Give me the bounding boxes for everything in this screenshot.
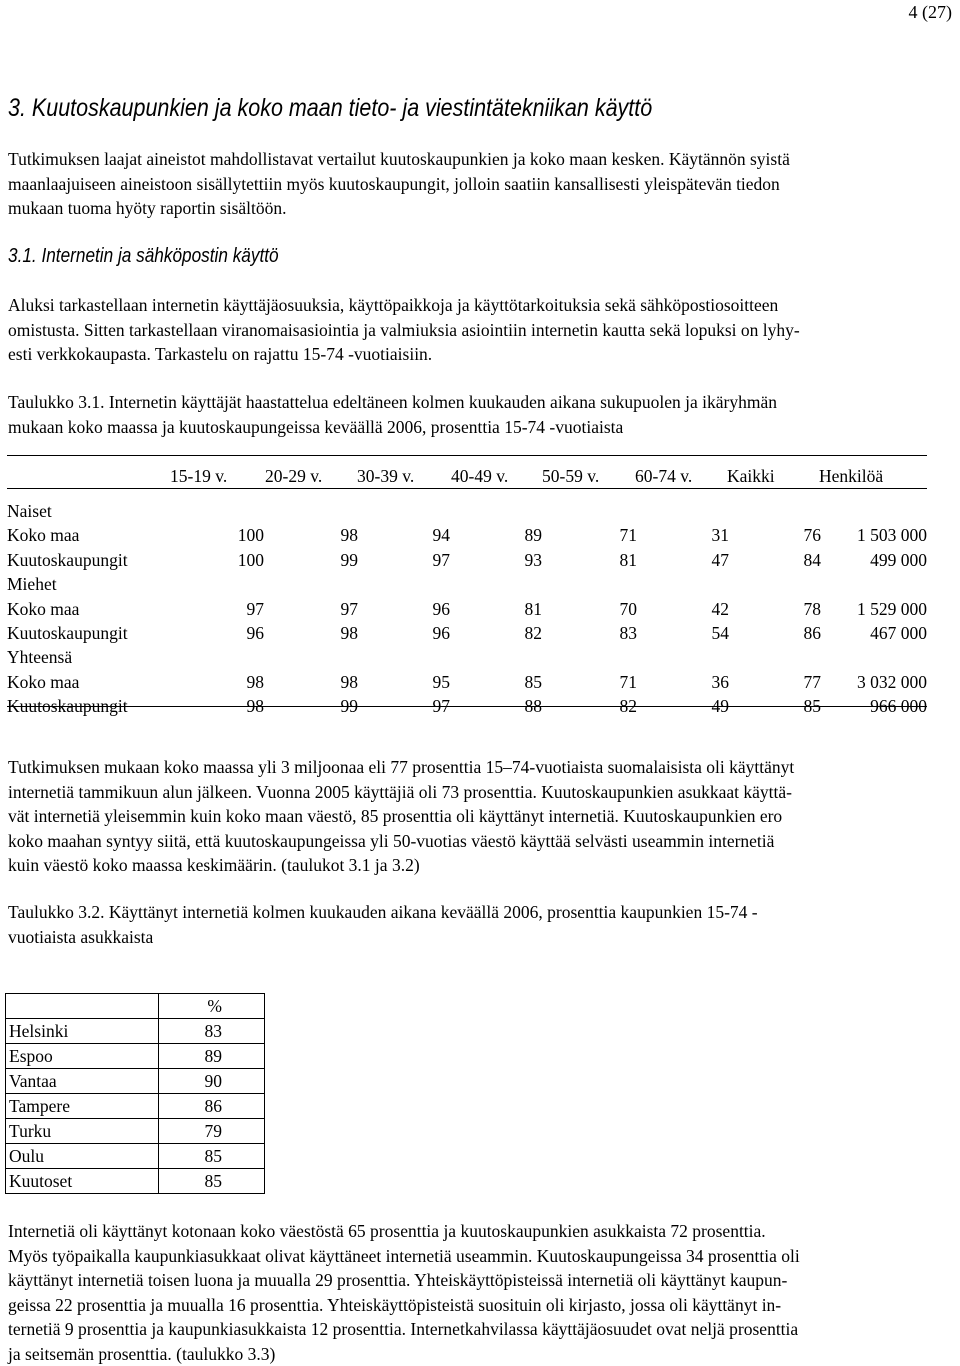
percent-value: 83 xyxy=(159,1019,265,1044)
table-cell: 84 xyxy=(731,548,821,572)
city-name: Turku xyxy=(6,1119,159,1144)
table-header-row xyxy=(6,994,265,1019)
percent-value: 89 xyxy=(159,1044,265,1069)
table-cell: 78 xyxy=(731,597,821,621)
body-paragraph xyxy=(8,755,794,878)
table-cell: 467 000 xyxy=(837,621,927,645)
table-cell: 47 xyxy=(639,548,729,572)
body-paragraph xyxy=(8,1219,800,1366)
row-label: Naiset xyxy=(7,499,52,523)
percent-value: 79 xyxy=(159,1119,265,1144)
table-cell: 95 xyxy=(360,670,450,694)
table-cell: 54 xyxy=(639,621,729,645)
table-cell: 93 xyxy=(452,548,542,572)
text-line: omistusta. Sitten tarkastellaan viranomaisasiointia ja valmiuksia asiointiin internetin kautta sekä lopuksi on lyhy- xyxy=(8,318,800,343)
table-cell: 49 xyxy=(639,694,729,718)
table-cell: 76 xyxy=(731,523,821,547)
row-label: Kuutoskaupungit xyxy=(7,548,128,572)
row-label: Kuutoskaupungit xyxy=(7,694,128,718)
percent-value: 85 xyxy=(159,1169,265,1194)
subsection-title: 3.1. Internetin ja sähköpostin käyttö xyxy=(8,245,279,268)
row-label: Koko maa xyxy=(7,597,79,621)
table-cell: 31 xyxy=(639,523,729,547)
table-cell: 71 xyxy=(547,670,637,694)
text-line: koko maahan syntyy siitä, että kuutoskaupungeissa yli 50-vuotias väestö käyttää selvästi useammin internetiä xyxy=(8,829,794,854)
section-title: 3. Kuutoskaupunkien ja koko maan tieto- ja viestintätekniikan käyttö xyxy=(8,94,652,123)
text-line: käyttänyt internetiä toisen luona ja muualla 29 prosenttia. Yhteiskäyttöpisteissä internetiä oli käyttänyt kaupun- xyxy=(8,1268,800,1293)
page-number: 4 (27) xyxy=(909,2,953,23)
text-line: mukaan tuoma hyöty raportin sisältöön. xyxy=(8,196,790,221)
intro-paragraph xyxy=(8,147,790,221)
table-cell: 88 xyxy=(452,694,542,718)
text-line: internetiä tammikuun alun jälkeen. Vuonna 2005 käyttäjiä oli 73 prosenttia. Kuutoskaupunkien asukkaat käyttä- xyxy=(8,780,794,805)
text-line: Internetiä oli käyttänyt kotonaan koko väestöstä 65 prosenttia ja kuutoskaupunkien asukkaista 72 prosenttia. xyxy=(8,1219,800,1244)
table-cell: 96 xyxy=(360,597,450,621)
text-line: ternetiä 9 prosenttia ja kaupunkiasukkaista 12 prosenttia. Internetkahvilassa käyttäjäosuudet ovat neljä prosenttia xyxy=(8,1317,800,1342)
column-header: 40-49 v. xyxy=(451,464,524,488)
text-line: kuin väestö koko maassa keskimäärin. (taulukot 3.1 ja 3.2) xyxy=(8,853,794,878)
table-cell: 98 xyxy=(268,621,358,645)
table-cell: 42 xyxy=(639,597,729,621)
table-cell: 82 xyxy=(452,621,542,645)
table-cell: 94 xyxy=(360,523,450,547)
text-line: vuotiaista asukkaista xyxy=(8,925,758,950)
table-cell: 499 000 xyxy=(837,548,927,572)
table-row xyxy=(7,548,927,572)
column-header: Henkilöä xyxy=(819,464,909,488)
table-row xyxy=(6,1169,265,1194)
table-cell: 85 xyxy=(452,670,542,694)
column-header: 30-39 v. xyxy=(357,464,430,488)
table-cell: 36 xyxy=(639,670,729,694)
table-row xyxy=(7,621,927,645)
text-line: mukaan koko maassa ja kuutoskaupungeissa keväällä 2006, prosenttia 15-74 -vuotiaista xyxy=(8,415,777,440)
table-row xyxy=(6,1144,265,1169)
text-line: Aluksi tarkastellaan internetin käyttäjäosuuksia, käyttöpaikkoja ja käyttötarkoituksia sekä sähköpostiosoitteen xyxy=(8,293,800,318)
table-bottom-rule xyxy=(7,706,927,707)
percent-value: 86 xyxy=(159,1094,265,1119)
row-label: Kuutoskaupungit xyxy=(7,621,128,645)
table-header-row xyxy=(7,464,927,488)
table-top-rule xyxy=(7,455,927,456)
table-cell: 96 xyxy=(174,621,264,645)
table-cell: 99 xyxy=(268,694,358,718)
table-cell: 97 xyxy=(360,694,450,718)
table-row xyxy=(7,523,927,547)
column-header: 20-29 v. xyxy=(265,464,338,488)
table-cell: 98 xyxy=(174,670,264,694)
column-header: % xyxy=(159,994,265,1019)
table-cell: 3 032 000 xyxy=(837,670,927,694)
table-cell: 81 xyxy=(452,597,542,621)
table-group-row xyxy=(7,499,927,523)
row-label: Koko maa xyxy=(7,523,79,547)
city-name: Tampere xyxy=(6,1094,159,1119)
table-cell xyxy=(6,994,159,1019)
table-cell: 1 503 000 xyxy=(837,523,927,547)
row-label: Koko maa xyxy=(7,670,79,694)
percent-value: 90 xyxy=(159,1069,265,1094)
table-cell: 71 xyxy=(547,523,637,547)
table-cell: 97 xyxy=(268,597,358,621)
table-cell: 98 xyxy=(268,523,358,547)
column-header: Kaikki xyxy=(727,464,797,488)
table-row xyxy=(6,1119,265,1144)
column-header: 60-74 v. xyxy=(635,464,708,488)
table-row xyxy=(7,670,927,694)
table-row xyxy=(6,1019,265,1044)
percent-value: 85 xyxy=(159,1144,265,1169)
table-row xyxy=(6,1044,265,1069)
table-cell: 98 xyxy=(268,670,358,694)
body-paragraph xyxy=(8,293,800,367)
table-row xyxy=(7,597,927,621)
text-line: vät internetiä yleisemmin kuin koko maan väestö, 85 prosenttia oli käyttänyt internetiä. Kuutoskaupunkien ero xyxy=(8,804,794,829)
table-cell: 86 xyxy=(731,621,821,645)
table-caption xyxy=(8,900,758,949)
table-cell: 97 xyxy=(360,548,450,572)
text-line: maanlaajuiseen aineistoon sisällytettiin myös kuutoskaupungit, jolloin saatiin kansallisesti yleispätevän tiedon xyxy=(8,172,790,197)
city-name: Oulu xyxy=(6,1144,159,1169)
column-header: 15-19 v. xyxy=(170,464,243,488)
table-cell: 99 xyxy=(268,548,358,572)
city-name: Kuutoset xyxy=(6,1169,159,1194)
text-line: Taulukko 3.1. Internetin käyttäjät haastattelua edeltäneen kolmen kuukauden aikana sukupuolen ja ikäryhmän xyxy=(8,390,777,415)
city-name: Espoo xyxy=(6,1044,159,1069)
row-label: Miehet xyxy=(7,572,57,596)
text-line: Myös työpaikalla kaupunkiasukkaat olivat käyttäneet internetiä useammin. Kuutoskaupungeissa 34 prosenttia oli xyxy=(8,1244,800,1269)
city-internet-table xyxy=(5,993,265,1194)
table-cell: 89 xyxy=(452,523,542,547)
table-cell: 77 xyxy=(731,670,821,694)
row-label: Yhteensä xyxy=(7,645,72,669)
table-header-rule xyxy=(7,488,927,489)
text-line: esti verkkokaupasta. Tarkastelu on rajattu 15-74 -vuotiaisiin. xyxy=(8,342,800,367)
table-caption xyxy=(8,390,777,439)
table-group-row xyxy=(7,572,927,596)
text-line: geissa 22 prosenttia ja muualla 16 prosenttia. Yhteiskäyttöpisteistä suosituin oli kirjasto, jossa oli käyttänyt in- xyxy=(8,1293,800,1318)
text-line: Tutkimuksen mukaan koko maassa yli 3 miljoonaa eli 77 prosenttia 15–74-vuotiaista suomalaisista oli käyttänyt xyxy=(8,755,794,780)
table-cell: 1 529 000 xyxy=(837,597,927,621)
column-header: 50-59 v. xyxy=(542,464,615,488)
table-cell: 98 xyxy=(174,694,264,718)
table-cell: 70 xyxy=(547,597,637,621)
table-cell: 100 xyxy=(174,548,264,572)
table-cell: 100 xyxy=(174,523,264,547)
table-cell: 85 xyxy=(731,694,821,718)
table-cell: 966 000 xyxy=(837,694,927,718)
table-group-row xyxy=(7,645,927,669)
text-line: ja seitsemän prosenttia. (taulukko 3.3) xyxy=(8,1342,800,1366)
text-line: Taulukko 3.2. Käyttänyt internetiä kolmen kuukauden aikana keväällä 2006, prosenttia kaupunkien 15-74 - xyxy=(8,900,758,925)
table-row xyxy=(6,1069,265,1094)
table-cell: 83 xyxy=(547,621,637,645)
city-name: Vantaa xyxy=(6,1069,159,1094)
table-cell: 82 xyxy=(547,694,637,718)
table-cell: 97 xyxy=(174,597,264,621)
city-name: Helsinki xyxy=(6,1019,159,1044)
table-cell: 96 xyxy=(360,621,450,645)
text-line: Tutkimuksen laajat aineistot mahdollistavat vertailut kuutoskaupunkien ja koko maan kesken. Käytännön syistä xyxy=(8,147,790,172)
table-cell: 81 xyxy=(547,548,637,572)
table-row xyxy=(6,1094,265,1119)
